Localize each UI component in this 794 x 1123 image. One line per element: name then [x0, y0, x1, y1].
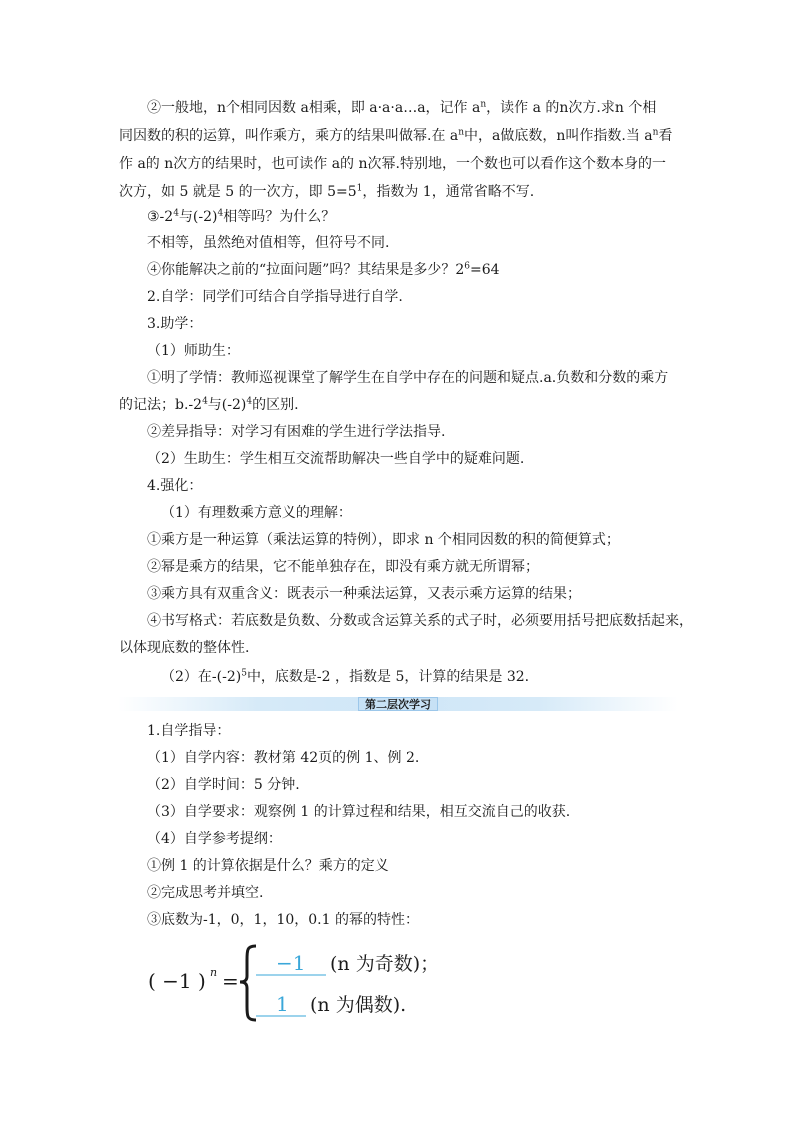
point-4-line2: 以体现底数的整体性.: [119, 640, 250, 656]
paragraph-power-definition-line2: [119, 126, 673, 146]
outline-item-3: ③底数为-1，0，1，10，0.1 的幂的特性：: [147, 912, 419, 928]
differential-guidance-line: ②差异指导：对学习有困难的学生进行学法指导.: [147, 424, 446, 440]
self-study-time-line: （2）自学时间：5 分钟.: [147, 777, 300, 793]
text: ④你能解决之前的“拉面问题”吗？其结果是多少？2: [147, 262, 465, 278]
example-line: [161, 667, 691, 687]
text: =64: [469, 262, 500, 278]
help-study-heading: 3.助学：: [147, 316, 203, 332]
text: ③-2: [147, 209, 174, 225]
noodle-question-line: [147, 260, 677, 280]
text: 次方，如 5 就是 5 的一次方，即 5=5: [119, 184, 357, 200]
formula-exponent: n: [210, 966, 218, 979]
case-1-condition: (n 为奇数)；: [330, 953, 440, 975]
case-2-answer: 1: [276, 992, 289, 1016]
peer-help-line: （2）生助生：学生相互交流帮助解决一些自学中的疑难问题.: [147, 451, 525, 467]
text: 与(-2): [178, 209, 218, 225]
learning-situation-line1: ①明了学情：教师巡视课堂了解学生在自学中存在的问题和疑点.a.负数和分数的乘方: [147, 370, 669, 386]
superscript: n: [480, 99, 487, 110]
formula-lhs: ( −1 ): [148, 969, 206, 993]
self-study-guide-heading: 1.自学指导：: [147, 723, 231, 739]
superscript: n: [458, 127, 465, 138]
self-study-outline-heading: （4）自学参考提纲：: [147, 831, 282, 847]
point-1-line: ①乘方是一种运算（乘法运算的特例），即求 n 个相同因数的积的简便算式；: [147, 532, 620, 548]
paragraph-power-definition-line1: [147, 98, 677, 118]
superscript: 4: [246, 396, 253, 407]
superscript: 4: [217, 208, 224, 219]
superscript: 4: [173, 208, 179, 219]
understanding-heading: （1）有理数乘方意义的理解：: [161, 505, 352, 521]
superscript: 4: [202, 396, 208, 407]
left-brace: [240, 946, 256, 1020]
text: 同因数的积的运算，叫作乘方，乘方的结果叫做幂.在 a: [119, 128, 459, 144]
section-banner: [118, 697, 678, 711]
text: 的区别.: [252, 397, 299, 413]
case-2-condition: (n 为偶数).: [310, 994, 407, 1016]
question-line: [147, 207, 677, 227]
reinforce-heading: 4.强化：: [147, 478, 203, 494]
paragraph-power-definition-line3: 作 a的 n次方的结果时，也可读作 a的 n次幂.特别地，一个数也可以看作这个数本身的一: [119, 156, 666, 172]
case-1-answer: −1: [276, 951, 306, 975]
text: 相等吗？为什么？: [223, 209, 336, 225]
text: ，读作 a 的n次方.求n 个相: [486, 100, 657, 116]
superscript: 5: [241, 668, 247, 679]
teacher-help-heading: （1）师助生：: [147, 343, 240, 359]
text: 中，a做底数，n叫作指数.当 a: [464, 128, 653, 144]
section-banner-label: 第二层次学习: [358, 697, 438, 711]
self-study-line: 2.自学：同学们可结合自学指导进行自学.: [147, 289, 403, 305]
outline-item-1: ①例 1 的计算依据是什么？乘方的定义: [147, 858, 389, 874]
learning-situation-line2: [119, 395, 649, 415]
point-3-line: ③乘方具有双重含义：既表示一种乘法运算，又表示乘方运算的结果；: [147, 586, 581, 602]
superscript: 1: [356, 183, 363, 194]
piecewise-formula: [148, 940, 478, 1024]
point-4-line1: ④书写格式：若底数是负数、分数或含运算关系的式子时，必须要用括号把底数括起来，: [147, 613, 693, 629]
formula-equals: =: [222, 969, 239, 993]
point-2-line: ②幂是乘方的结果，它不能单独存在，即没有乘方就无所谓幂；: [147, 559, 539, 575]
paragraph-power-definition-line4: [119, 182, 649, 202]
answer-line: 不相等，虽然绝对值相等，但符号不同.: [147, 235, 390, 251]
self-study-content-line: （1）自学内容：教材第 42页的例 1、例 2.: [147, 750, 420, 766]
text: 看: [658, 128, 673, 144]
text: （2）在-(-2): [161, 669, 242, 685]
text: ②一般地，n个相同因数 a相乘，即 a·a·a…a，记作 a: [147, 100, 481, 116]
text: ，指数为 1，通常省略不写.: [362, 184, 535, 200]
text: 的记法；b.-2: [119, 397, 203, 413]
outline-item-2: ②完成思考并填空.: [147, 885, 264, 901]
text: 中，底数是-2 ，指数是 5，计算的结果是 32.: [246, 669, 530, 685]
superscript: n: [652, 127, 659, 138]
text: 与(-2): [207, 397, 247, 413]
self-study-requirement-line: （3）自学要求：观察例 1 的计算过程和结果，相互交流自己的收获.: [147, 804, 571, 820]
superscript: 6: [464, 261, 470, 272]
